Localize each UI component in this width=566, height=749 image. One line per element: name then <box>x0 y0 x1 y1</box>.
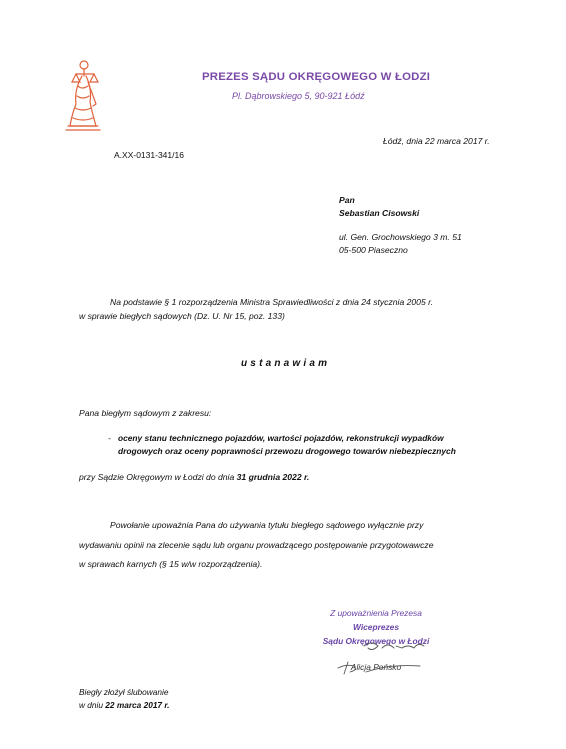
appointment-line1: Powołanie upoważnia Pana do używania tytułu biegłego sądowego wyłącznie przy <box>110 520 424 530</box>
legal-basis-line2: w sprawie biegłych sądowych (Dz. U. Nr 15, poz. 133) <box>79 311 285 321</box>
recipient-street: ul. Gen. Grochowskiego 3 m. 51 <box>339 232 462 242</box>
scope-line1: oceny stanu technicznego pojazdów, wartości pojazdów, rekonstrukcji wypadków <box>118 433 444 443</box>
court-term <box>79 472 309 482</box>
signatory-name: Alicja Pońsko <box>350 662 402 672</box>
court-header-title: PREZES SĄDU OKRĘGOWEGO W ŁODZI <box>202 71 431 83</box>
court-logo <box>62 56 102 132</box>
signature-court: Sądu Okręgowego w Łodzi <box>322 636 430 646</box>
oath-note <box>79 686 169 712</box>
legal-basis-paragraph <box>79 295 495 323</box>
recipient-address-block <box>339 194 462 257</box>
oath-note-line1: Biegły złożył ślubowanie <box>79 687 169 697</box>
scope-intro: Pana biegłym sądowym z zakresu: <box>79 408 212 418</box>
signature-title: Wiceprezes <box>352 622 399 632</box>
handwritten-signature <box>328 636 438 676</box>
court-term-prefix: przy Sądzie Okręgowym w Łodzi do dnia <box>79 472 235 482</box>
oath-note-date: 22 marca 2017 r. <box>105 700 170 710</box>
recipient-city: 05-500 Piaseczno <box>339 245 408 255</box>
document-date: Łódź, dnia 22 marca 2017 r. <box>383 136 490 146</box>
scope-line2: drogowych oraz oceny poprawności przewozu drogowego towarów niebezpiecznych <box>118 446 456 456</box>
oath-note-prefix: w dniu <box>79 700 103 710</box>
scope-description <box>108 432 498 458</box>
recipient-name: Sebastian Cisowski <box>339 208 420 218</box>
court-term-date: 31 grudnia 2022 r. <box>236 472 310 482</box>
justice-figure-icon <box>62 56 102 132</box>
court-header-address: Pl. Dąbrowskiego 5, 90-921 Łódź <box>232 91 365 101</box>
reference-number: A.XX-0131-341/16 <box>114 150 184 160</box>
scope-dash: - <box>108 433 111 443</box>
signature-authority: Z upoważnienia Prezesa <box>330 608 422 618</box>
appointment-paragraph <box>79 516 495 575</box>
appointment-line3: w sprawach karnych (§ 15 w/w rozporządzenia). <box>79 559 263 569</box>
recipient-salutation: Pan <box>339 195 355 205</box>
legal-basis-line1: Na podstawie § 1 rozporządzenia Ministra Sprawiedliwości z dnia 24 stycznia 2005 r. <box>110 297 434 307</box>
appointment-line2: wydawaniu opinii na zlecenie sądu lub organu prowadzącego postępowanie przygotowawcze <box>79 539 434 550</box>
decision-heading: ustanawiam <box>241 358 331 369</box>
